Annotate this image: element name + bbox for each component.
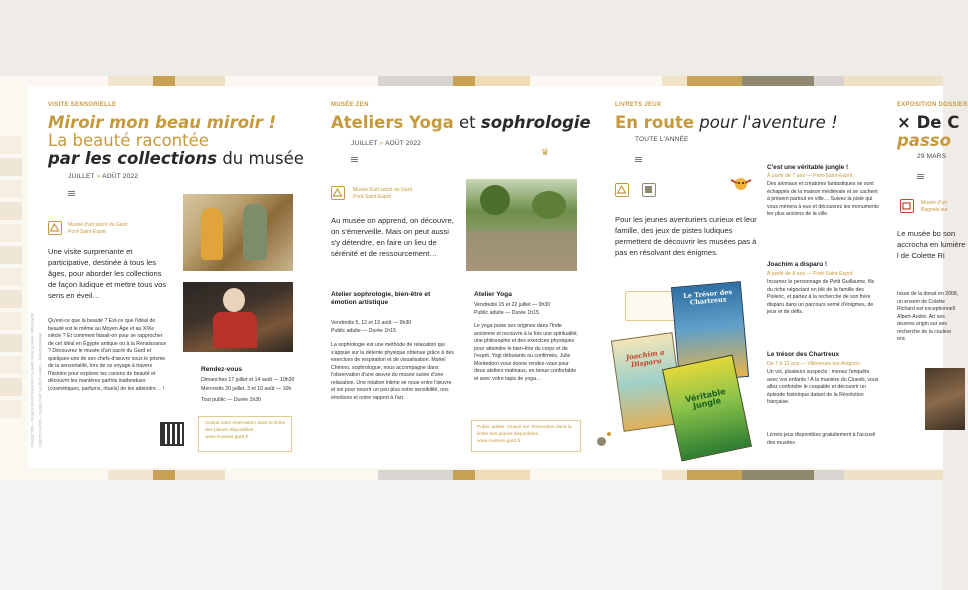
museum-logo-icon — [331, 186, 345, 200]
sophrology-public: Public adulte — Durée 1h15 — [331, 328, 396, 334]
game-1-title: C'est une véritable jungle ! — [767, 164, 849, 171]
bottom-stripe — [378, 470, 453, 480]
top-stripe — [662, 76, 687, 86]
color-chip — [0, 136, 22, 154]
date-label: 29 MARS — [917, 153, 947, 160]
date-end: AOÛT 2022 — [102, 173, 139, 180]
brochure-spread — [0, 76, 968, 480]
title-line-3 — [48, 150, 304, 168]
yoga-body: Le yoga puise ses origines dans l'Inde ancienne et recouvre à la fois une spiritualité, une philosophie et des exercices physiques pour atteindre le bien-être du corps et de l'esprit. Yogi débutants ou confirmés, Julie Montedoro vous donne rendez-vous pour deux ateliers matinaux, en tenue confortable et avec votre tapis de yoga… — [474, 323, 579, 382]
museum-name: Musée d'art sacré du Gard — [68, 222, 128, 228]
photo-garden — [466, 179, 577, 271]
date-end: AOÛT 2022 — [385, 140, 422, 147]
title — [331, 114, 591, 132]
photo-visitors-mirror — [183, 194, 293, 271]
menu-icon — [917, 174, 924, 179]
color-chip — [0, 312, 22, 330]
game-3-title: Le trésor des Chartreux — [767, 351, 840, 358]
sophrology-body: La sophrologie est une méthode de relaxation qui s'appuie sur la détente physique obtenue grâce à des exercices de respiration et de visualisation. Muriel Chérino, sophrologue, nous accompagne dans l'observation d'une œuvre du musée suivie d'une relaxation. Une relation intime se noue entre l'œuvre et soi pour nourrir un peu plus notre sensibilité, nos émotions et notre rapport à l'art. — [331, 342, 454, 401]
top-stripe — [814, 76, 844, 86]
game-1-body: Des animaux et créatures fantastiques se sont échappés de la maison médiévale et se cachent à présent partout en ville… Suivez la piste qui vous mènera à eux et découvrez les monuments les plus anciens de la ville. — [767, 181, 879, 218]
top-stripe — [475, 76, 530, 86]
photo-figure — [243, 204, 267, 260]
credit-text: CONCEPTION — MUSÉES DÉPARTEMENTAUX DU GARD / MISE EN PAGE / IMPRESSION — [30, 313, 35, 448]
museum-city: Bagnols-sur — [921, 207, 948, 213]
color-chip — [0, 334, 22, 352]
column-livrets-detail — [767, 86, 887, 468]
vertical-credit-2 — [40, 236, 46, 456]
title-line-2: La beauté racontée — [48, 131, 209, 150]
title-line-1: Miroir mon beau miroir ! — [48, 113, 277, 132]
date-start: JUILLET — [68, 173, 95, 180]
date-separator: » — [379, 140, 384, 147]
title-part-3: sophrologie — [480, 113, 591, 132]
qr-code-icon — [160, 422, 184, 446]
yoga-public: Public adulte — Durée 1h15 — [474, 310, 539, 316]
bottom-stripe — [108, 470, 153, 480]
body-paragraph: Issue de la donat en 2008, un ensem de Colette Richard est exceptionnell Albert-André. Art ses œuvres origin sur ses recherche de la couleur enc — [897, 291, 959, 343]
top-stripe — [175, 76, 225, 86]
top-stripe — [844, 76, 943, 86]
date-range — [351, 140, 421, 147]
crown-icon: ♛ — [541, 148, 550, 158]
vertical-credit — [32, 236, 38, 456]
sophrology-dates: Vendredis 5, 12 et 19 août — 9h30 — [331, 320, 412, 326]
photo-painting — [925, 368, 965, 430]
rdv-public: Tout public — Durée 1h30 — [201, 397, 261, 403]
section-kicker: EXPOSITION DOSSIER — [897, 102, 968, 108]
footer-note: Livrets-jeux disponibles gratuitement à l'accueil des musées — [767, 432, 876, 446]
museum-city: Pont-Saint-Esprit — [68, 229, 106, 235]
photo-dress — [213, 312, 257, 348]
game-2-title: Joachim a disparu ! — [767, 261, 828, 268]
photo-stone — [466, 231, 577, 271]
page-background-top — [0, 0, 943, 76]
yoga-title: Atelier Yoga — [474, 291, 512, 298]
lead-paragraph: Le musée bo son accrocha en lumière l de Colette Ri — [897, 229, 966, 260]
book-title: Véritable Jungle — [684, 386, 727, 412]
info-text: Gratuit sans réservation dans la limite des places disponibles. www.musees.gard.fr — [205, 421, 286, 440]
title-part-2: pour l'aventure ! — [694, 113, 838, 132]
game-2-age: À partir de 8 ans — Pont-Saint-Esprit — [767, 271, 853, 277]
lead-paragraph: Pour les jeunes aventuriers curieux et leur famille, des jeux de pistes ludiques permettent de découvrir les musées pas à pas en résolvant des énigmes. — [615, 215, 757, 257]
menu-icon — [635, 157, 642, 162]
title-part-1: En route — [615, 113, 695, 132]
section-kicker: MUSÉE ZEN — [331, 102, 369, 108]
museum-logo-icon — [48, 221, 62, 235]
museum-city: Pont-Saint-Esprit — [353, 194, 391, 200]
bottom-stripe — [844, 470, 943, 480]
credit-text-2: CRÉDITS PHOTOS — MUSÉE D'ART SACRÉ DU GARD — MAISON ROMANE — [38, 332, 43, 448]
color-chip — [0, 290, 22, 308]
book-title: Le Trésor des Chartreux — [682, 287, 733, 307]
bottom-stripe — [453, 470, 475, 480]
lead-paragraph: Une visite surprenante et participative, destinée à tous les âges, pour aborder les collections de façon ludique et mettre tous vos sens en éveil… — [48, 247, 167, 300]
game-2-body: Incarnez le personnage de Petit Guillaume, fils du riche négociant en blé de la famille des Piolenc, et partez à la recherche de son frère disparu dans un parcours semé d'énigmes, de jeux et de défis. — [767, 279, 875, 316]
dot-decoration — [607, 432, 611, 436]
top-stripe — [153, 76, 175, 86]
bottom-stripe — [814, 470, 844, 480]
game-3-age: De 7 à 12 ans — Villeneuve-lez-Avignon — [767, 361, 860, 367]
photo-tree — [532, 191, 566, 219]
top-stripe — [687, 76, 742, 86]
color-chip — [0, 224, 22, 242]
brochure-page — [28, 86, 968, 468]
column-exposition — [897, 86, 968, 468]
sophrology-title: Atelier sophrologie, bien-être et émotion artistique — [331, 291, 431, 307]
title-part-1: Ateliers Yoga — [331, 113, 454, 132]
info-box — [198, 416, 292, 452]
column-miroir — [28, 86, 313, 468]
top-stripe — [453, 76, 475, 86]
color-chip — [0, 378, 22, 396]
photo-painting-woman — [183, 282, 293, 352]
top-stripe — [378, 76, 453, 86]
menu-icon — [351, 157, 358, 162]
date-start: JUILLET — [351, 140, 378, 147]
rdv-date-1: Dimanches 17 juillet et 14 août — 10h30 — [201, 377, 295, 383]
column-yoga — [331, 86, 596, 468]
bottom-stripe — [742, 470, 814, 480]
section-kicker: VISITE SENSORIELLE — [48, 102, 117, 108]
bottom-stripe — [153, 470, 175, 480]
color-chip — [0, 268, 22, 286]
photo-figure — [201, 208, 223, 260]
page-background-bottom — [0, 480, 943, 590]
bottom-stripe — [662, 470, 687, 480]
color-chip — [0, 158, 22, 176]
menu-icon — [68, 191, 75, 196]
section-kicker: LIVRETS JEUX — [615, 102, 662, 108]
castle-shape — [645, 186, 652, 193]
color-chip — [0, 202, 22, 220]
rdv-title: Rendez-vous — [201, 366, 243, 373]
title-line-3-italic: par les collections — [48, 149, 218, 168]
top-stripe — [742, 76, 814, 86]
top-stripe — [108, 76, 153, 86]
date-separator: » — [96, 173, 101, 180]
title-line-2: passo — [897, 131, 951, 150]
bottom-stripe — [687, 470, 742, 480]
creature-illustration-icon — [729, 174, 753, 194]
museum-name: Musée d'art sacré du Gard — [353, 187, 413, 193]
bottom-stripe — [475, 470, 530, 480]
color-chip — [0, 400, 22, 418]
book-title: Joachim a Disparu — [625, 347, 666, 369]
yoga-dates: Vendredis 15 et 22 juillet — 9h30 — [474, 302, 551, 308]
castle-logo-icon — [642, 183, 656, 197]
info-text: Public adulte. Gratuit sur réservation dans la limite des places disponibles. www.musees.gard.fr — [477, 425, 572, 444]
title-line-1: × De C — [897, 113, 960, 132]
bottom-stripe — [175, 470, 225, 480]
rdv-date-2: Mercredis 20 juillet, 3 et 10 août — 10h — [201, 386, 292, 392]
museum-name: Musée d'art — [921, 200, 947, 206]
date-range — [68, 173, 138, 180]
title-part-2: et — [453, 113, 481, 132]
title-line-3-regular: du musée — [217, 149, 304, 168]
color-chip — [0, 246, 22, 264]
info-box — [471, 420, 581, 452]
color-chip — [0, 356, 22, 374]
game-1-age: À partir de 7 ans — Pont-Saint-Esprit — [767, 173, 853, 179]
body-paragraph: Qu'est-ce que la beauté ? Est-ce que l'idéal de beauté est le même au Moyen Âge et au XIXe siècle ? Et comment faisait-on pour se rapprocher de cet idéal en Égypte antique ou à la Renaissance ? Découvrez le musée d'art sacré du Gard et quelques-uns de ses chefs-d'œuvre sous le prisme de la sensorialité, lors de ce voyage à travers l'histoire pour explorer les canons de beauté et découvrir les manières parfois inattendues (cosmétiques, parfums, rituels) de les atteindre… ! — [48, 318, 167, 392]
museum-logo-icon — [900, 199, 914, 213]
photo-tree — [480, 185, 510, 215]
museum-logo-icon — [615, 183, 629, 197]
photo-face — [223, 288, 245, 312]
game-3-body: Un vol, plusieurs suspects : menez l'enquête avec vos enfants ! À la manière du Cluedo, vous allez confondre le coupable et découvrir un épisode historique datant de la Révolution française. — [767, 369, 879, 406]
dot-decoration — [597, 437, 606, 446]
lead-paragraph: Au musée on apprend, on découvre, on s'émerveille. Mais on peut aussi s'y détendre, en faire un lieu de sérénité et de ressourcement… — [331, 216, 454, 258]
color-chip — [0, 180, 22, 198]
date-label: TOUTE L'ANNÉE — [635, 136, 689, 143]
